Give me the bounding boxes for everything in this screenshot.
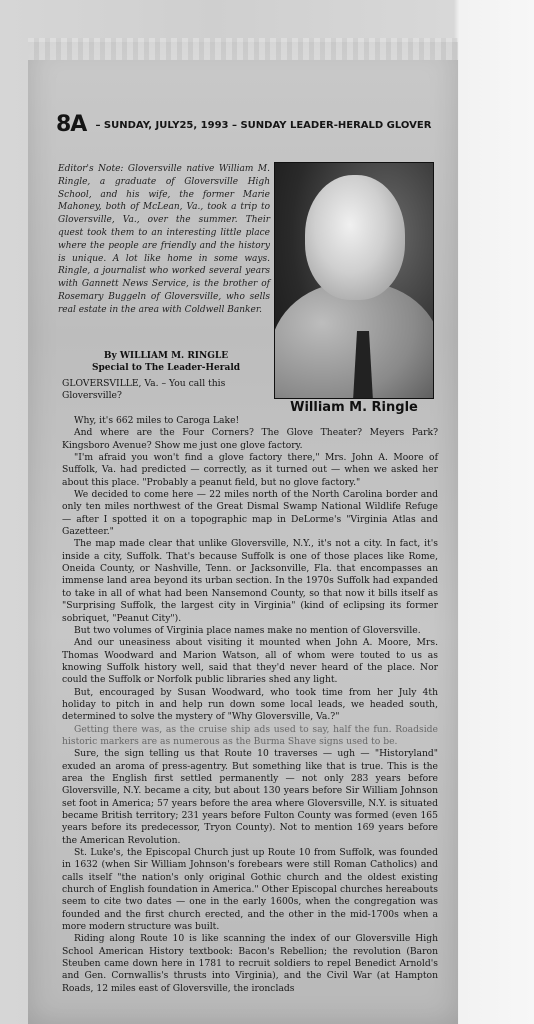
byline: [60, 350, 272, 374]
lead-paragraph: [62, 378, 276, 403]
page-header: [56, 112, 458, 140]
dateline: – SUNDAY, JULY25, 1993 – SUNDAY LEADER-HERALD GLOVER: [95, 120, 432, 131]
paragraph: We decided to come here — 22 miles north of the North Carolina border and only ten miles northwest of the Great Dismal Swamp National Wildlife Refuge — after I spotted it on a topographic map in DeLorme's "Virginia Atlas and Gazetteer.": [62, 489, 438, 538]
paragraph: But two volumes of Virginia place names make no mention of Gloversville.: [74, 624, 421, 636]
torn-edge: [28, 38, 458, 60]
paragraph: And where are the Four Corners? The Glove Theater? Meyers Park? Kingsboro Avenue? Show me just one glove factory.: [62, 427, 438, 451]
article-body: [62, 415, 438, 995]
paragraph: Getting there was, as the cruise ship ads used to say, half the fun. Roadside historic markers are as numerous as the Burma Shave signs used to be.: [62, 723, 438, 747]
paragraph: "I'm afraid you won't find a glove factory there," Mrs. John A. Moore of Suffolk, Va. had predicted — correctly, as it turned out — when we asked her about this place. "Probably a peanut field, but no glove factory.": [62, 452, 438, 488]
byline-special: Special to The Leader-Herald: [91, 363, 241, 373]
paragraph: The map made clear that unlike Gloversville, N.Y., it's not a city. In fact, it's inside a city, Suffolk. That's because Suffolk is one of those places like Rome, Oneida County, or Nashville, Tenn. or Jacksonville, Fla. that encompasses an immense land area beyond its urban section. In the 1970s Suffolk had expanded to take in all of what had been Nansemond County, so that now it bills itself as "Surprising Suffolk, the largest city in Virginia" (kind of eclipsing its former sobriquet, "Peanut City").: [62, 538, 438, 624]
paragraph: Why, it's 662 miles to Caroga Lake!: [74, 415, 240, 426]
paragraph: St. Luke's, the Episcopal Church just up Route 10 from Suffolk, was founded in 1632 (when Sir William Johnson's forebears were still Roman Catholics) and calls itself "the nation's only original Gothic church and the oldest existing church of English foundation in America." Other Episcopal churches hereabouts seem to cite two dates — one in the early 1600s, when the congregation was founded and the first church erected, and the other in the mid-1700s when a more modern structure was built.: [62, 847, 438, 933]
page-number: 8A: [56, 112, 87, 137]
editors-note: Editor's Note: Gloversville native William M. Ringle, a graduate of Gloversville High School, and his wife, the former Marie Mahoney, both of McLean, Va., took a trip to Gloversville, Va., over the summer. Their quest took them to an interesting little place where the people are friendly and the history is unique. A lot like home in some ways. Ringle, a journalist who worked several years with Gannett News Service, is the brother of Rosemary Buggeln of Gloversville, who sells real estate in the area with Coldwell Banker.: [58, 164, 270, 315]
lead-text: GLOVERSVILLE, Va. – You call this Gloversville?: [62, 378, 226, 402]
paragraph: And our uneasiness about visiting it mounted when John A. Moore, Mrs. Thomas Woodward and Marion Watson, all of whom were touted to us as knowing Suffolk history well, said that they'd never heard of the place. Nor could the Suffolk or Norfolk public libraries shed any light.: [62, 637, 438, 686]
byline-author: By WILLIAM M. RINGLE: [103, 351, 229, 361]
paragraph: But, encouraged by Susan Woodward, who took time from her July 4th holiday to pitch in and help run down some local leads, we headed south, determined to solve the mystery of "Why Gloversville, Va.?": [62, 686, 438, 723]
photo-caption: William M. Ringle: [290, 400, 418, 415]
paragraph: Sure, the sign telling us that Route 10 traverses — ugh — "Historyland" exuded an aroma of press-agentry. But something like that is true. This is the area the English first settled permanently — not only 283 years before Gloversville, N.Y. became a city, but about 130 years before Sir William Johnson set foot in America; 57 years before the area where Gloversville, N.Y. is situated became British territory; 231 years before Fulton County was formed (even 165 years before its predecessor, Tryon County). Not to mention 169 years before the American Revolution.: [62, 748, 438, 846]
paragraph: Riding along Route 10 is like scanning the index of our Gloversville High School American History textbook: Bacon's Rebellion; the revolution (Baron Steuben came down here in 1781 to recruit soldiers to repel Benedict Arnold's and Gen. Cornwallis's thrusts into Virginia), and the Civil War (at Hampton Roads, 12 miles east of Gloversville, the ironclads: [62, 933, 438, 994]
author-photo: [274, 162, 434, 399]
